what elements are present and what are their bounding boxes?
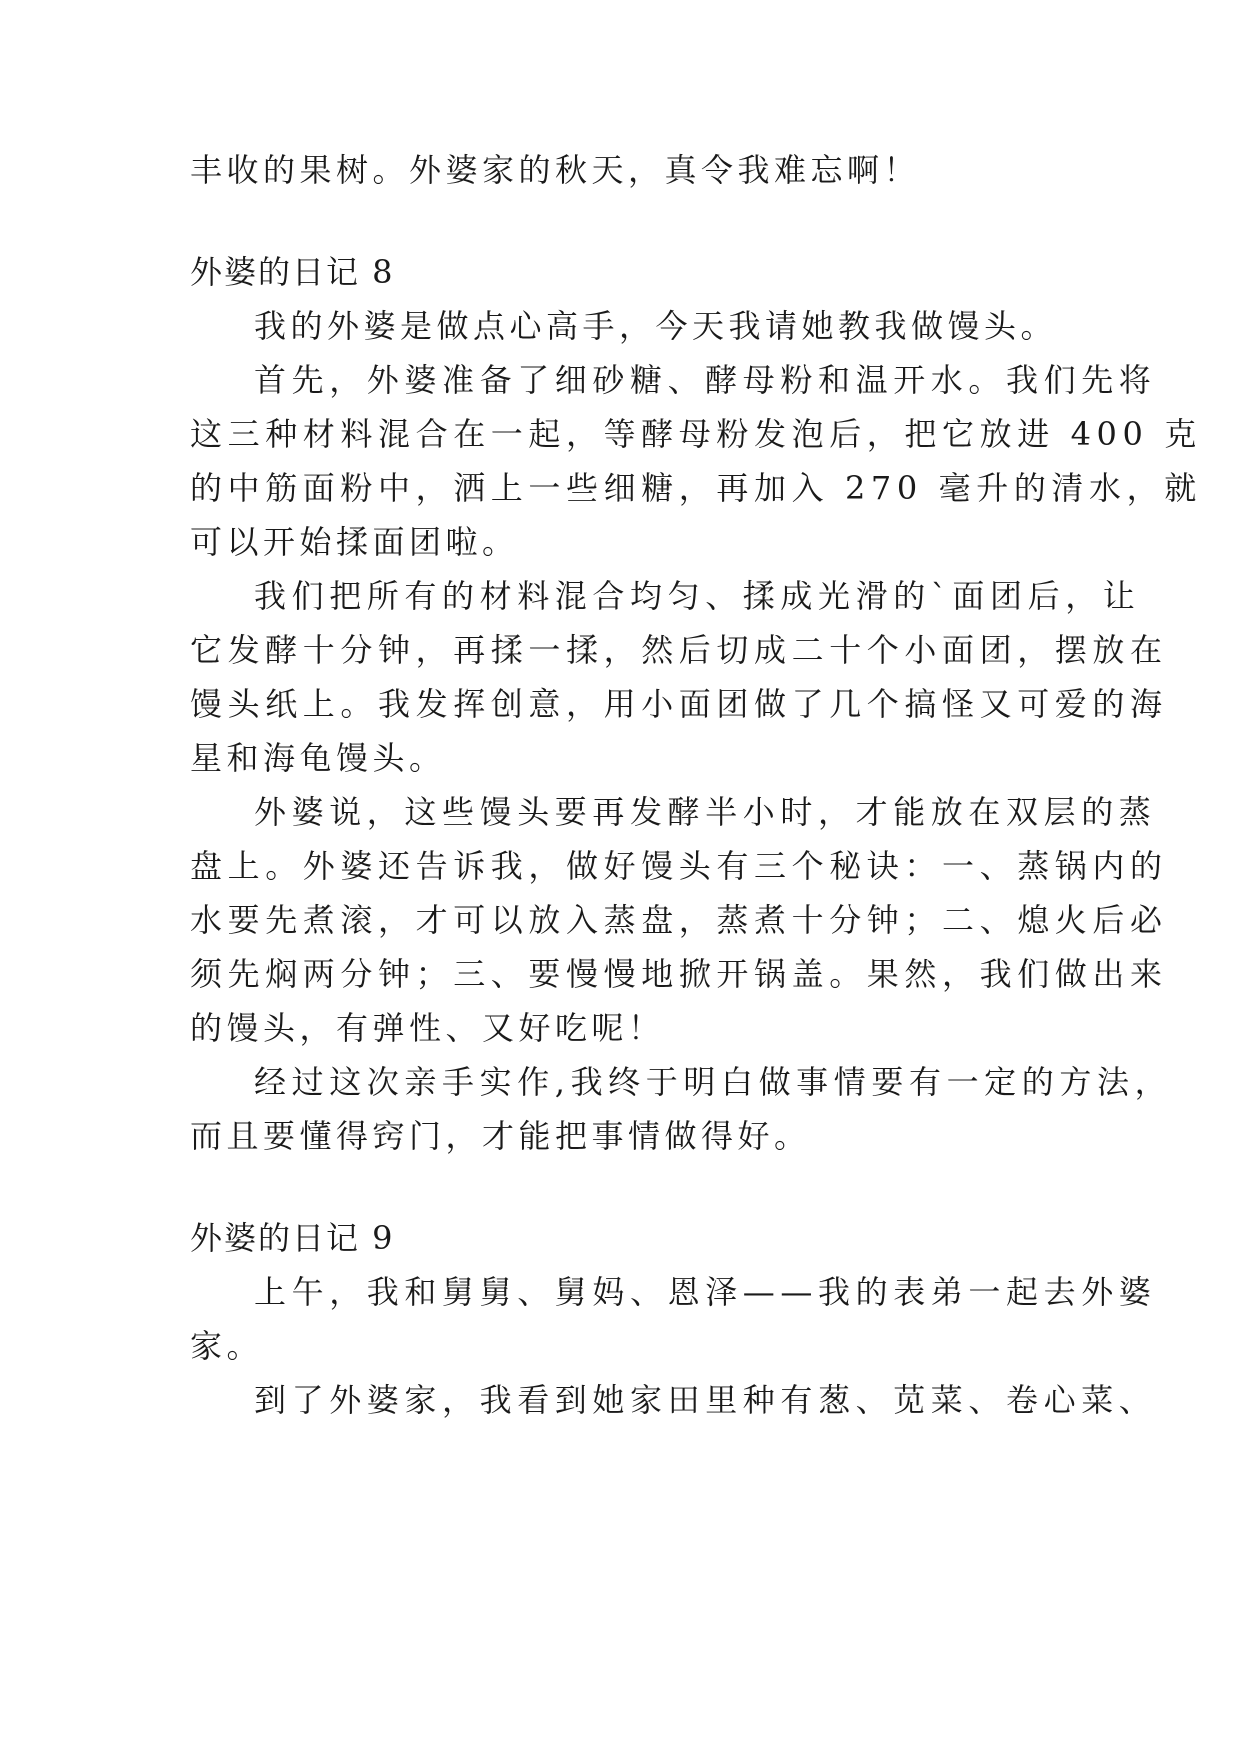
paragraph-line: 馒头纸上。我发挥创意，用小面团做了几个搞怪又可爱的海 bbox=[190, 685, 1168, 723]
section-heading-diary-8: 外婆的日记 8 bbox=[190, 253, 395, 291]
paragraph-line: 这三种材料混合在一起，等酵母粉发泡后，把它放进 400 克 bbox=[190, 415, 1202, 453]
paragraph-line: 我的外婆是做点心高手，今天我请她教我做馒头。 bbox=[254, 307, 1058, 345]
paragraph-line: 可以开始揉面团啦。 bbox=[190, 523, 519, 561]
paragraph-line: 星和海龟馒头。 bbox=[190, 739, 446, 777]
paragraph-line: 家。 bbox=[190, 1327, 264, 1365]
paragraph-line: 的中筋面粉中，洒上一些细糖，再加入 270 毫升的清水，就 bbox=[190, 469, 1202, 507]
paragraph-line: 而且要懂得窍门，才能把事情做得好。 bbox=[190, 1117, 811, 1155]
paragraph-line: 经过这次亲手实作,我终于明白做事情要有一定的方法， bbox=[254, 1063, 1173, 1101]
paragraph-line: 须先焖两分钟；三、要慢慢地掀开锅盖。果然，我们做出来 bbox=[190, 955, 1168, 993]
paragraph-line: 盘上。外婆还告诉我，做好馒头有三个秘诀：一、蒸锅内的 bbox=[190, 847, 1168, 885]
paragraph-line: 我们把所有的材料混合均匀、揉成光滑的`面团后，让 bbox=[254, 577, 1141, 615]
paragraph-line: 到了外婆家，我看到她家田里种有葱、苋菜、卷心菜、 bbox=[254, 1381, 1157, 1419]
paragraph-line: 上午，我和舅舅、舅妈、恩泽——我的表弟一起去外婆 bbox=[254, 1273, 1157, 1311]
paragraph-line: 它发酵十分钟，再揉一揉，然后切成二十个小面团，摆放在 bbox=[190, 631, 1168, 669]
paragraph-line: 水要先煮滚，才可以放入蒸盘，蒸煮十分钟；二、熄火后必 bbox=[190, 901, 1168, 939]
section-heading-diary-9: 外婆的日记 9 bbox=[190, 1219, 395, 1257]
paragraph-line: 首先，外婆准备了细砂糖、酵母粉和温开水。我们先将 bbox=[254, 361, 1157, 399]
paragraph-line: 的馒头，有弹性、又好吃呢！ bbox=[190, 1009, 665, 1047]
paragraph-line: 外婆说，这些馒头要再发酵半小时，才能放在双层的蒸 bbox=[254, 793, 1157, 831]
paragraph-line: 丰收的果树。外婆家的秋天，真令我难忘啊！ bbox=[190, 151, 921, 189]
